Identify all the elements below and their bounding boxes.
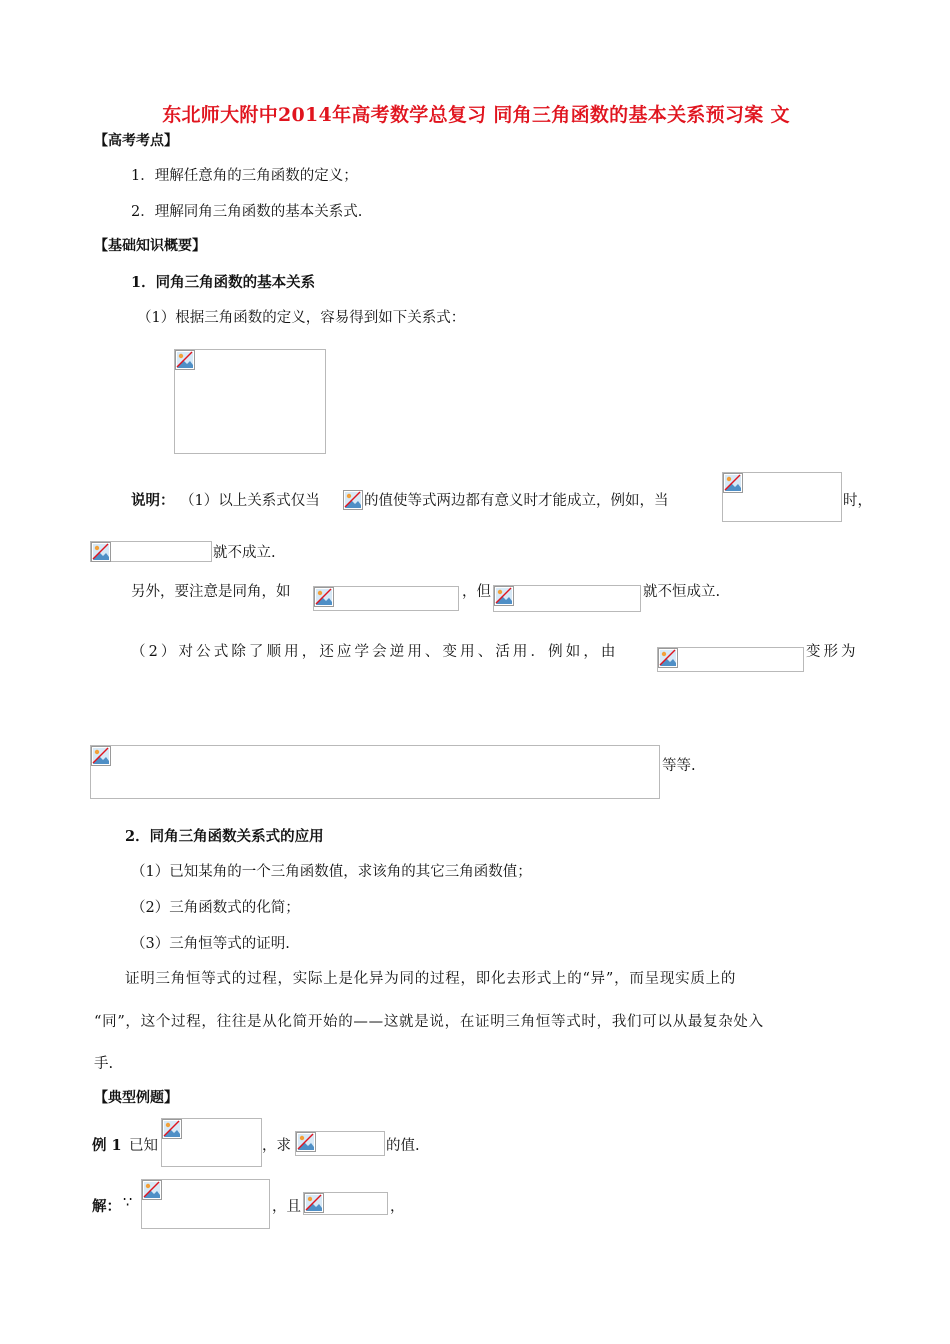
broken-image-icon xyxy=(91,746,111,766)
solution-because-sign: ∵ xyxy=(123,1195,133,1211)
formula-image-given xyxy=(161,1118,262,1167)
broken-image-icon xyxy=(142,1180,162,1200)
application-item-2: （2）三角函数式的化简； xyxy=(131,900,300,916)
subheading-basic-relations: 1．同角三角函数的基本关系 xyxy=(131,274,316,291)
broken-image-icon xyxy=(723,473,743,493)
note-label: 说明： xyxy=(131,492,175,509)
proof-paragraph-line-3: 手. xyxy=(94,1056,114,1072)
broken-image-icon xyxy=(175,350,195,370)
formula-image-source xyxy=(657,647,804,672)
broken-image-icon xyxy=(162,1119,182,1139)
exam-point-1: 1．理解任意角的三角函数的定义； xyxy=(131,168,358,184)
subheading-applications: 2．同角三角函数关系式的应用 xyxy=(125,828,324,845)
also-text-b: ，但 xyxy=(462,584,491,600)
broken-image-icon xyxy=(304,1193,324,1213)
note-text-d: 就不成立. xyxy=(213,545,276,561)
proof-paragraph-line-2: “同”，这个过程，往往是从化简开始的——这就是说，在证明三角恒等式时，我们可以从最复杂处入 xyxy=(94,1014,764,1030)
formula-image-condition xyxy=(722,472,842,522)
also-text-c: 就不恒成立. xyxy=(643,584,721,600)
heading-basic-knowledge: 【基础知识概要】 xyxy=(94,238,206,254)
formula-image-same-angle xyxy=(313,586,459,611)
formula-image-not-identity xyxy=(493,585,641,612)
solution-label: 解： xyxy=(92,1198,121,1215)
example-1-label: 例 1 xyxy=(92,1137,122,1154)
broken-image-icon xyxy=(494,586,514,606)
note-text-c: 时， xyxy=(843,493,872,509)
formula-image-relations xyxy=(174,349,326,454)
paragraph-usage-c: 等等. xyxy=(662,758,696,774)
formula-image-inline-alpha xyxy=(343,490,363,510)
solution-text-b: ，且 xyxy=(272,1199,301,1215)
paragraph-usage-b: 变形为 xyxy=(806,644,859,660)
proof-paragraph-line-1: 证明三角恒等式的过程，实际上是化异为同的过程，即化去形式上的“异”，而呈现实质上的 xyxy=(125,971,737,987)
broken-image-icon xyxy=(91,542,111,562)
solution-text-c: ， xyxy=(390,1199,405,1215)
note-text-b: 的值使等式两边都有意义时才能成立，例如，当 xyxy=(364,493,669,509)
formula-image-solution-step xyxy=(141,1179,270,1229)
paragraph-usage-a: （2）对公式除了顺用，还应学会逆用、变用、活用．例如，由 xyxy=(131,644,619,660)
formula-image-counterexample xyxy=(90,541,212,562)
broken-image-icon xyxy=(314,587,334,607)
broken-image-icon xyxy=(658,648,678,668)
application-item-3: （3）三角恒等式的证明. xyxy=(131,936,290,952)
broken-image-icon xyxy=(296,1132,316,1152)
also-text-a: 另外，要注意是同角，如 xyxy=(131,584,291,600)
document-title: 东北师大附中2014年高考数学总复习 同角三角函数的基本关系预习案 文 xyxy=(162,104,790,126)
formula-image-transformations xyxy=(90,745,660,799)
formula-image-solution-condition xyxy=(303,1192,388,1215)
formula-image-find xyxy=(295,1131,385,1156)
exam-point-2: 2．理解同角三角函数的基本关系式. xyxy=(131,204,363,220)
paragraph-relations-intro: （1）根据三角函数的定义，容易得到如下关系式： xyxy=(137,310,466,326)
broken-image-icon xyxy=(343,490,363,510)
example-1-text-b: ，求 xyxy=(262,1138,291,1154)
example-1-text-a: 已知 xyxy=(129,1138,158,1154)
application-item-1: （1）已知某角的一个三角函数值，求该角的其它三角函数值； xyxy=(131,864,532,880)
example-1-text-c: 的值. xyxy=(386,1138,420,1154)
heading-typical-examples: 【典型例题】 xyxy=(94,1090,178,1106)
heading-exam-points: 【高考考点】 xyxy=(94,133,178,149)
note-text-a: （1）以上关系式仅当 xyxy=(180,493,320,509)
